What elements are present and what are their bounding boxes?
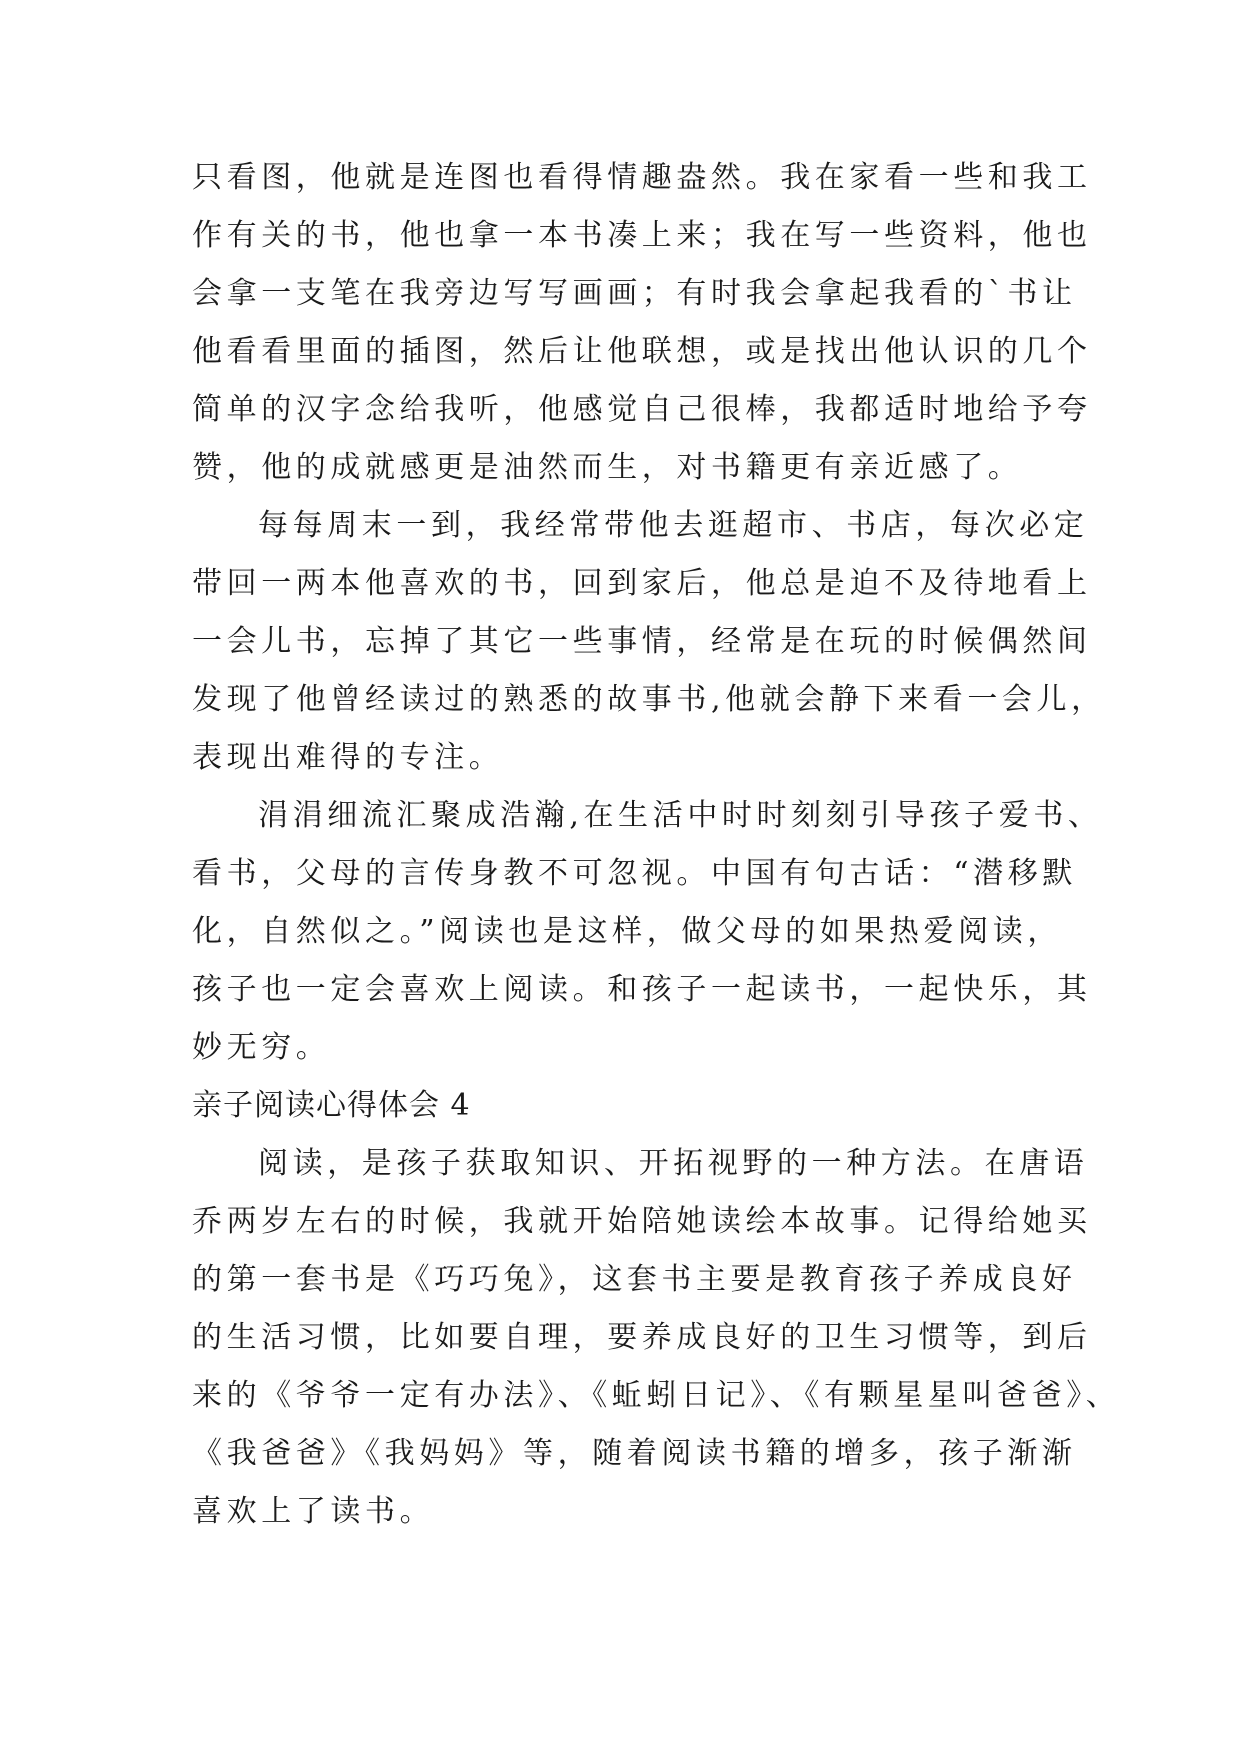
paragraph-2-line-5: 表现出难得的专注。 — [192, 740, 504, 775]
paragraph-1-line-4: 他看看里面的插图，然后让他联想，或是找出他认识的几个 — [192, 334, 1092, 369]
paragraph-3-line-4: 孩子也一定会喜欢上阅读。和孩子一起读书，一起快乐，其 — [192, 972, 1092, 1007]
paragraph-2-line-3: 一会儿书，忘掉了其它一些事情，经常是在玩的时候偶然间 — [192, 624, 1092, 659]
paragraph-4-line-5: 来的《爷爷一定有办法》、《蚯蚓日记》、《有颗星星叫爸爸》、 — [192, 1378, 1121, 1413]
paragraph-1-line-1: 只看图，他就是连图也看得情趣盎然。我在家看一些和我工 — [192, 160, 1092, 195]
paragraph-2-line-4: 发现了他曾经读过的熟悉的故事书,他就会静下来看一会儿， — [192, 682, 1106, 717]
paragraph-2-line-1: 每每周末一到，我经常带他去逛超市、书店，每次必定 — [258, 508, 1089, 543]
paragraph-4-line-2: 乔两岁左右的时候，我就开始陪她读绘本故事。记得给她买 — [192, 1204, 1092, 1239]
paragraph-1-line-6: 赞，他的成就感更是油然而生，对书籍更有亲近感了。 — [192, 450, 1023, 485]
paragraph-4-line-1: 阅读，是孩子获取知识、开拓视野的一种方法。在唐语 — [258, 1146, 1089, 1181]
paragraph-1-line-3: 会拿一支笔在我旁边写写画画；有时我会拿起我看的`书让 — [192, 276, 1077, 311]
paragraph-4-line-4: 的生活习惯，比如要自理，要养成良好的卫生习惯等，到后 — [192, 1320, 1092, 1355]
paragraph-3-line-5: 妙无穷。 — [192, 1030, 331, 1065]
paragraph-1-line-5: 简单的汉字念给我听，他感觉自己很棒，我都适时地给予夸 — [192, 392, 1092, 427]
paragraph-1-line-2: 作有关的书，他也拿一本书凑上来；我在写一些资料，他也 — [192, 218, 1092, 253]
paragraph-2-line-2: 带回一两本他喜欢的书，回到家后，他总是迫不及待地看上 — [192, 566, 1092, 601]
paragraph-3-line-2: 看书，父母的言传身教不可忽视。中国有句古话：“潜移默 — [192, 856, 1077, 891]
paragraph-4-line-3: 的第一套书是《巧巧兔》，这套书主要是教育孩子养成良好 — [192, 1262, 1077, 1297]
paragraph-3-line-3: 化，自然似之。”阅读也是这样，做父母的如果热爱阅读， — [192, 914, 1062, 949]
paragraph-4-line-7: 喜欢上了读书。 — [192, 1494, 435, 1529]
section-heading: 亲子阅读心得体会 4 — [192, 1088, 471, 1123]
paragraph-4-line-6: 《我爸爸》《我妈妈》等，随着阅读书籍的增多，孩子渐渐 — [192, 1436, 1077, 1471]
paragraph-3-line-1: 涓涓细流汇聚成浩瀚,在生活中时时刻刻引导孩子爱书、 — [258, 798, 1103, 833]
